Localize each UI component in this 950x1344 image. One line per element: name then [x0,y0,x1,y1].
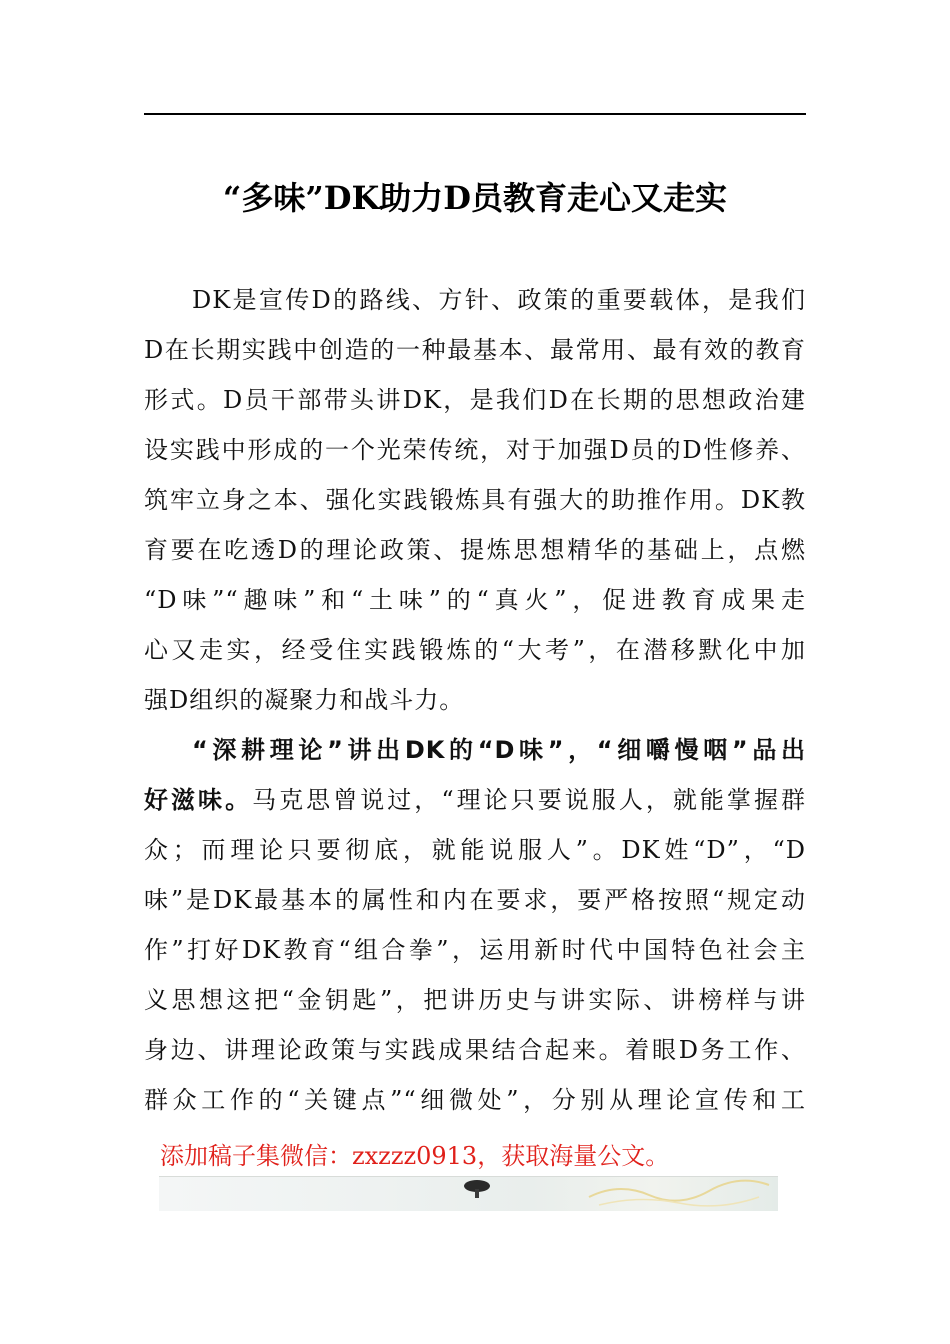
body-line: 作”打好DK教育“组合拳”，运用新时代中国特色社会主 [144,936,806,964]
body-line: 众；而理论只要彻底，就能说服人”。DK姓“D”，“D [144,836,806,864]
body-line: 身边、讲理论政策与实践成果结合起来。着眼D务工作、 [144,1036,806,1064]
body-line: 群众工作的“关键点”“细微处”，分别从理论宣传和工 [144,1086,806,1114]
banner-image [159,1176,778,1211]
body-line [144,775,806,825]
body-line: 义思想这把“金钥匙”，把讲历史与讲实际、讲榜样与讲 [144,986,806,1014]
body-line: 心又走实，经受住实践锻炼的“大考”，在潜移默化中加 [144,636,806,664]
document-title: “多味”DK助力D员教育走心又走实 [222,179,728,217]
body-line: D在长期实践中创造的一种最基本、最常用、最有效的教育 [144,336,806,364]
section-heading: “深耕理论”讲出DK的“D味”，“细嚼慢咽”品出 [192,736,806,764]
body-line: 育要在吃透D的理论政策、提炼思想精华的基础上，点燃 [144,536,806,564]
body-line: 味”是DK最基本的属性和内在要求，要严格按照“规定动 [144,886,806,914]
body-line: 筑牢立身之本、强化实践锻炼具有强大的助推作用。DK教 [144,486,806,514]
body-line: 设实践中形成的一个光荣传统，对于加强D员的D性修养、 [144,436,806,464]
body-line: 形式。D员干部带头讲DK，是我们D在长期的思想政治建 [144,386,806,414]
body-line: DK是宣传D的路线、方针、政策的重要载体，是我们 [192,286,806,314]
document-body [144,275,806,1125]
header-rule [144,113,806,115]
ink-blot-icon [459,1177,495,1199]
section-heading-end: 好滋味。 [144,786,253,814]
decorative-curve [579,1177,778,1211]
body-text: 马克思曾说过，“理论只要说服人，就能掌握群 [252,786,806,814]
body-line: “D味”“趣味”和“土味”的“真火”，促进教育成果走 [144,586,806,614]
body-line: 强D组织的凝聚力和战斗力。 [144,686,465,714]
promo-text: 添加稿子集微信：zxzzz0913，获取海量公文。 [160,1142,670,1170]
